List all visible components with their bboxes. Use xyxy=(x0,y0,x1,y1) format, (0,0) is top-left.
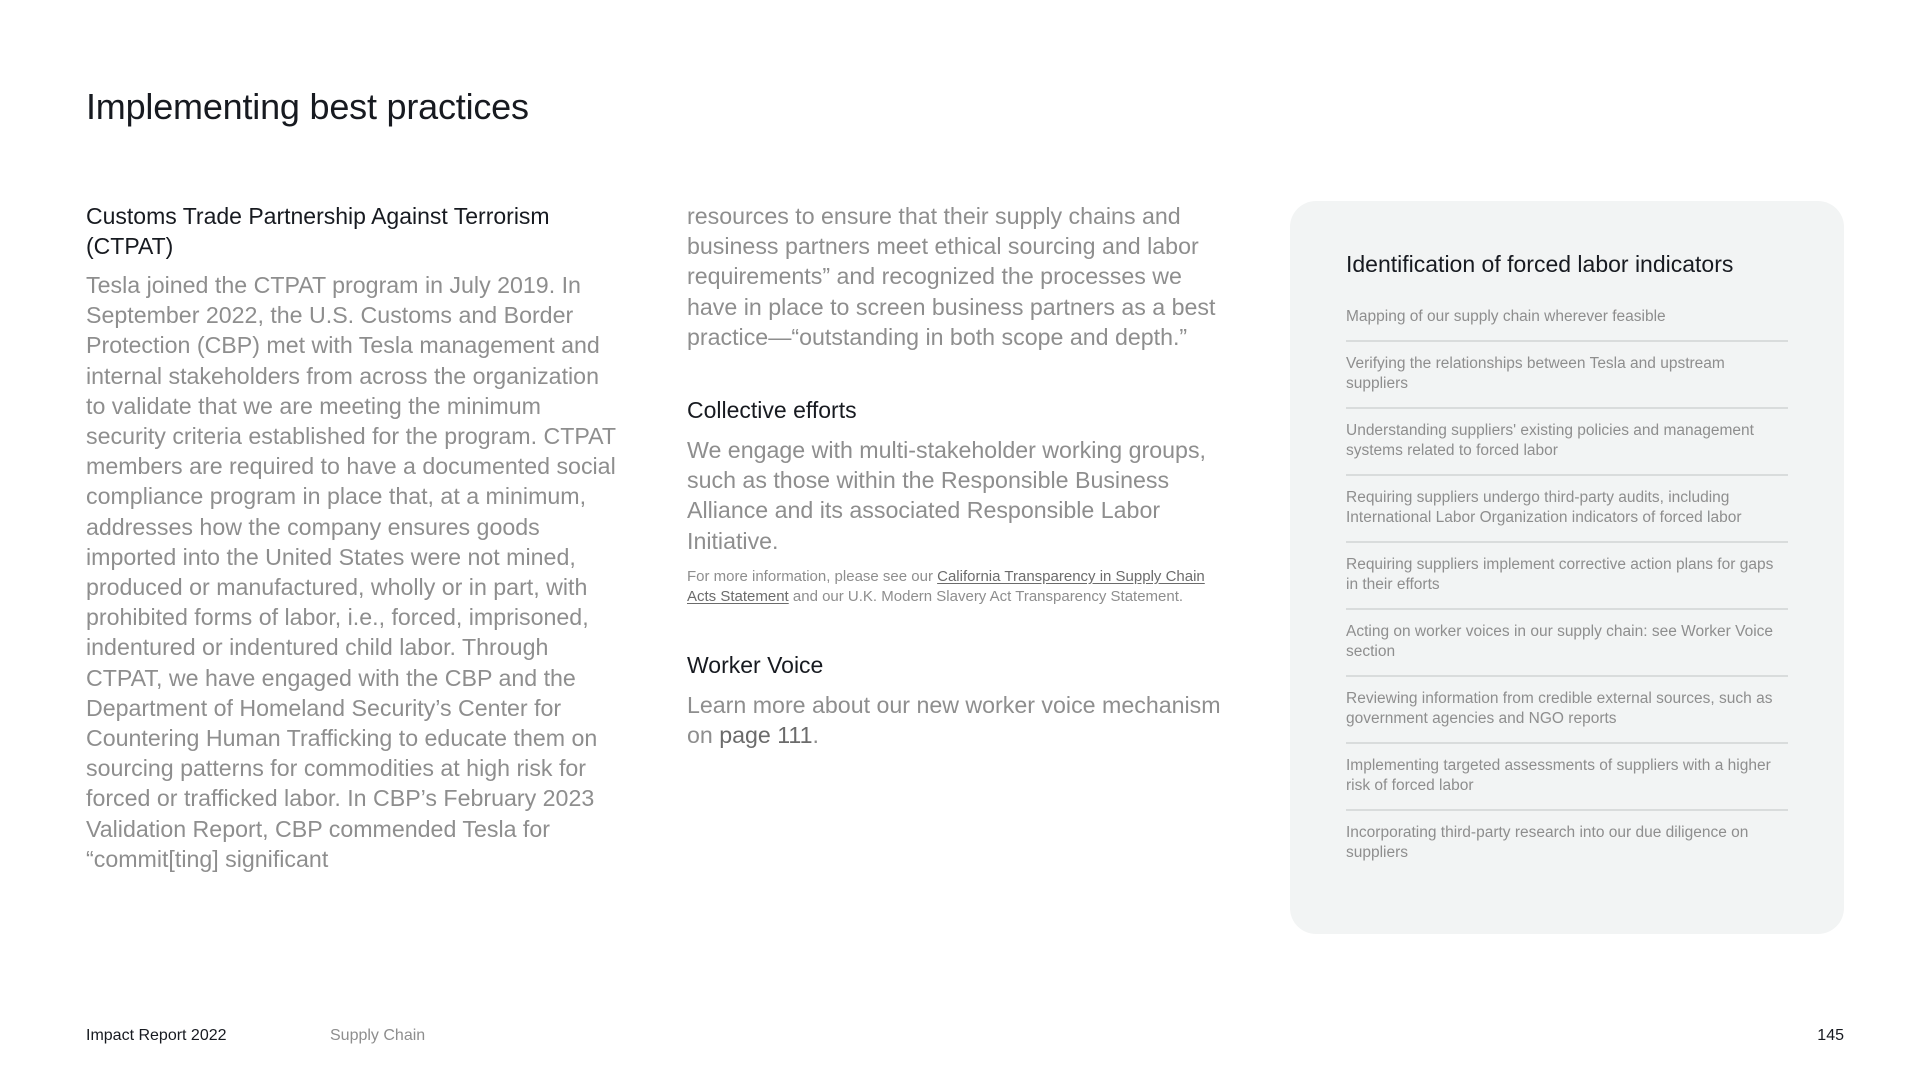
worker-voice-body xyxy=(687,690,1227,750)
forced-labor-indicators-panel xyxy=(1290,201,1844,934)
page-number: 145 xyxy=(1817,1027,1844,1044)
transparency-note-suffix: and our U.K. Modern Slavery Act Transparency Statement. xyxy=(788,587,1184,605)
middle-column xyxy=(687,201,1227,750)
ctpat-column xyxy=(86,201,616,874)
transparency-note xyxy=(687,567,1227,607)
collective-efforts-body: We engage with multi-stakeholder working groups, such as those within the Responsible Business Alliance and its associated Responsible Labor Initiative. xyxy=(687,437,1206,554)
indicator-item: Verifying the relationships between Tesla and upstream suppliers xyxy=(1346,342,1788,409)
california-transparency-link[interactable]: California Transparency in Supply Chain Acts Statement xyxy=(687,567,1205,605)
panel-title: Identification of forced labor indicators xyxy=(1346,251,1734,277)
page-title: Implementing best practices xyxy=(86,86,529,127)
indicator-item: Implementing targeted assessments of suppliers with a higher risk of forced labor xyxy=(1346,744,1788,811)
collective-efforts-heading: Collective efforts xyxy=(687,397,857,424)
ctpat-heading: Customs Trade Partnership Against Terrorism (CTPAT) xyxy=(86,203,550,259)
indicator-item: Requiring suppliers implement corrective action plans for gaps in their efforts xyxy=(1346,543,1788,610)
worker-voice-body-suffix: . xyxy=(812,722,819,749)
indicator-item: Understanding suppliers' existing policies and management systems related to forced labor xyxy=(1346,409,1788,476)
indicator-item: Requiring suppliers undergo third-party audits, including International Labor Organization indicators of forced labor xyxy=(1346,476,1788,543)
indicator-item: Incorporating third-party research into our due diligence on suppliers xyxy=(1346,824,1749,861)
footer-report-title: Impact Report 2022 xyxy=(86,1027,227,1044)
worker-voice-body-prefix: Learn more about our new worker voice mechanism on xyxy=(687,691,1221,749)
indicator-list xyxy=(1346,295,1788,876)
indicator-item: Mapping of our supply chain wherever feasible xyxy=(1346,295,1788,342)
ctpat-continuation: resources to ensure that their supply chains and business partners meet ethical sourcing and labor requirements” and recognized the processes we have in place to screen business partners as a best practice—“outstanding in both scope and depth.” xyxy=(687,203,1216,350)
footer-section-name: Supply Chain xyxy=(330,1027,426,1044)
transparency-note-prefix: For more information, please see our xyxy=(687,567,938,585)
indicator-item: Acting on worker voices in our supply chain: see Worker Voice section xyxy=(1346,610,1788,677)
ctpat-body: Tesla joined the CTPAT program in July 2019. In September 2022, the U.S. Customs and Border Protection (CBP) met with Tesla management and internal stakeholders from across the organization to validate that we are meeting the minimum security criteria established for the program. CTPAT members are required to have a documented social compliance program in place that, at a minimum, addresses how the company ensures goods imported into the United States were not mined, produced or manufactured, wholly or in part, with prohibited forms of labor, i.e., forced, imprisoned, indentured or indentured child labor. Through CTPAT, we have engaged with the CBP and the Department of Homeland Security’s Center for Countering Human Trafficking to educate them on sourcing patterns for commodities at high risk for forced or trafficked labor. In CBP’s February 2023 Validation Report, CBP commended Tesla for “commit[ting] significant xyxy=(86,272,616,872)
indicator-item: Reviewing information from credible external sources, such as government agencies and NGO reports xyxy=(1346,677,1788,744)
worker-voice-heading: Worker Voice xyxy=(687,651,824,678)
worker-voice-page-link[interactable]: page 111 xyxy=(719,722,813,749)
